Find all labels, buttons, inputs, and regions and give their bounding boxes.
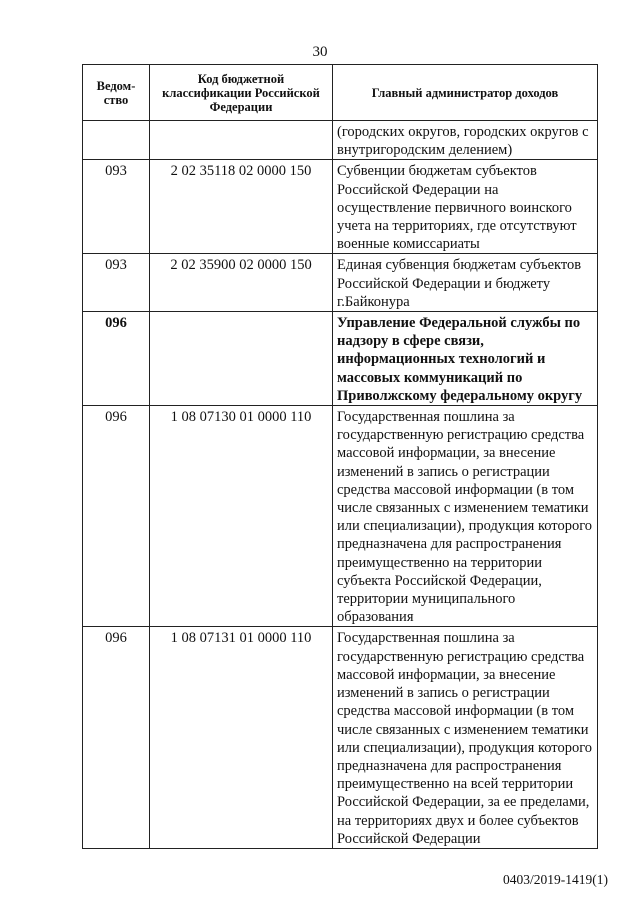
cell-department: 093 <box>83 160 150 254</box>
table-row <box>83 627 598 848</box>
cell-budget-code <box>150 121 333 160</box>
header-budget-code: Код бюджетной классификации Российской Федерации <box>150 65 333 121</box>
cell-administrator: Субвенции бюджетам субъектов Российской Федерации на осуществление первичного воинского учета на территориях, где отсутствуют военные комиссариаты <box>333 160 598 254</box>
cell-administrator: Государственная пошлина за государственную регистрацию средства массовой информации, за внесение изменений в запись о регистрации средства массовой информации (в том числе связанных с изменением тематики или специализации), продукция которого предназначена для распространения преимущественно на территории субъекта Российской Федерации, территории муниципального образования <box>333 406 598 627</box>
table-header-row <box>83 65 598 121</box>
cell-department: 093 <box>83 254 150 312</box>
cell-department: 096 <box>83 406 150 627</box>
table-row <box>83 121 598 160</box>
header-department: Ведом-ство <box>83 65 150 121</box>
cell-department: 096 <box>83 627 150 848</box>
table-row <box>83 254 598 312</box>
table-row <box>83 160 598 254</box>
cell-department <box>83 121 150 160</box>
cell-budget-code: 2 02 35118 02 0000 150 <box>150 160 333 254</box>
table-row-section-header <box>83 312 598 406</box>
cell-administrator: Единая субвенция бюджетам субъектов Российской Федерации и бюджету г.Байконура <box>333 254 598 312</box>
cell-budget-code: 1 08 07130 01 0000 110 <box>150 406 333 627</box>
page-number: 30 <box>312 44 328 60</box>
cell-administrator: (городских округов, городских округов с внутригородским делением) <box>333 121 598 160</box>
cell-administrator: Управление Федеральной службы по надзору в сфере связи, информационных технологий и массовых коммуникаций по Приволжскому федеральному округу <box>333 312 598 406</box>
table-row <box>83 406 598 627</box>
cell-budget-code: 2 02 35900 02 0000 150 <box>150 254 333 312</box>
header-administrator: Главный администратор доходов <box>333 65 598 121</box>
document-footer-code: 0403/2019-1419(1) <box>503 872 608 887</box>
cell-budget-code: 1 08 07131 01 0000 110 <box>150 627 333 848</box>
cell-department: 096 <box>83 312 150 406</box>
cell-budget-code <box>150 312 333 406</box>
budget-code-table <box>82 64 598 849</box>
cell-administrator: Государственная пошлина за государственную регистрацию средства массовой информации, за внесение изменений в запись о регистрации средства массовой информации (в том числе связанных с изменением тематики или специализации), продукция которого предназначена для распространения преимущественно на всей территории Российской Федерации, за ее пределами, на территориях двух и более субъектов Российской Федерации <box>333 627 598 848</box>
